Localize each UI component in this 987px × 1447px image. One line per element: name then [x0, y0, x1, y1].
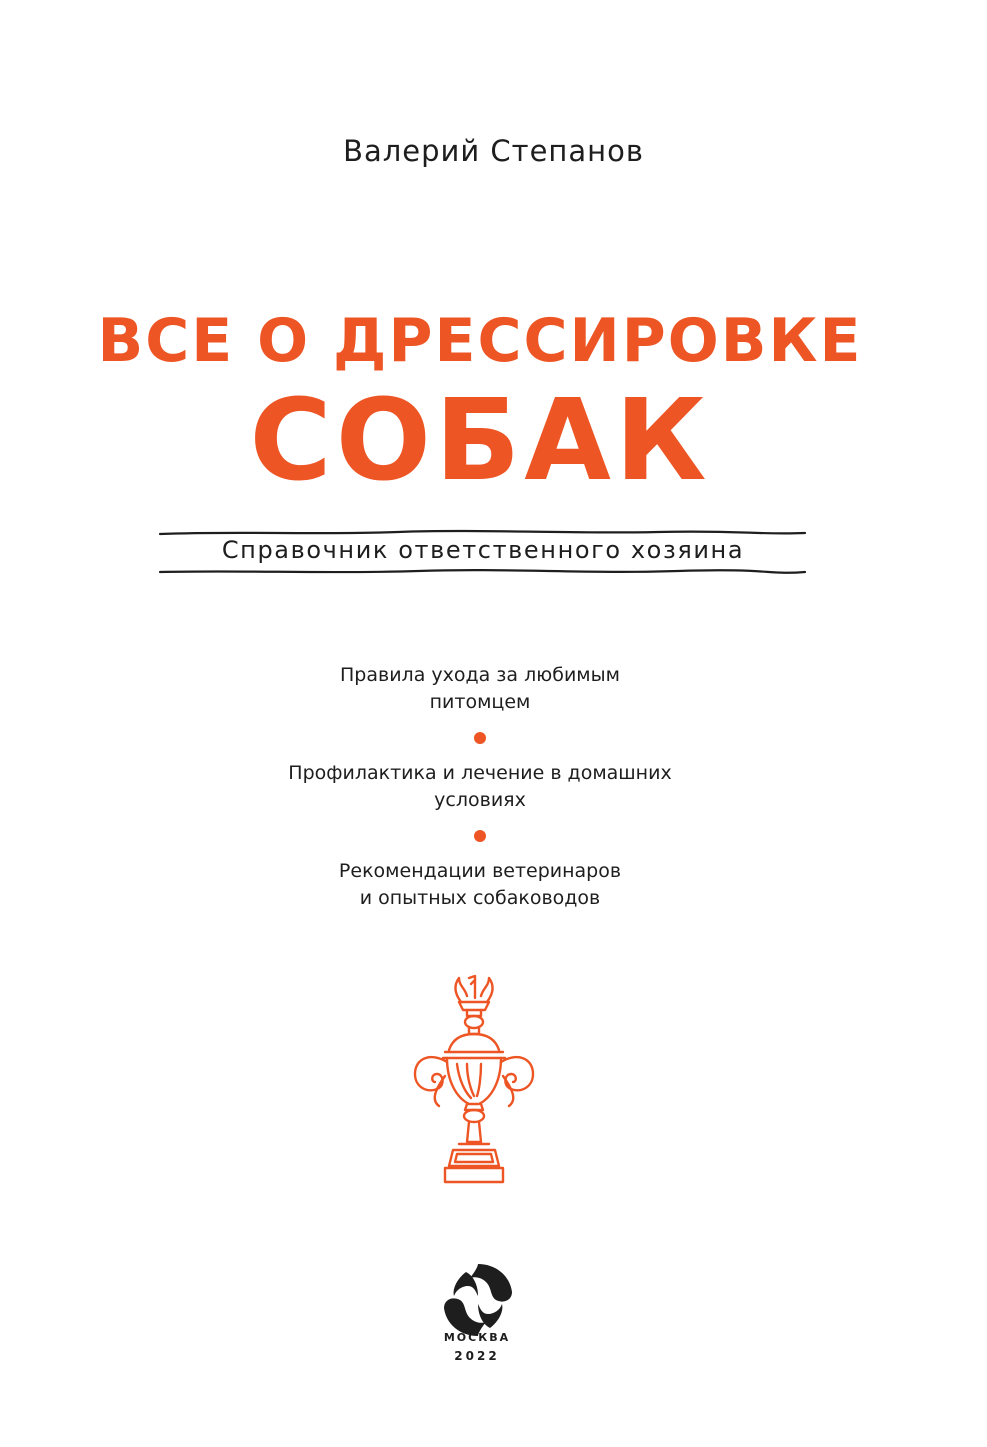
- features-list: [0, 662, 960, 912]
- trophy-icon: [409, 972, 539, 1186]
- feature-text-line: Правила ухода за любимым: [340, 664, 620, 686]
- publication-year: 2022: [454, 1349, 500, 1363]
- feature-text-line: и опытных собаководов: [359, 887, 601, 909]
- feature-text-line: Рекомендации ветеринаров: [338, 860, 622, 882]
- feature-item: [0, 662, 960, 716]
- publisher-city: МОСКВА: [443, 1331, 511, 1344]
- feature-text-line: условиях: [434, 789, 526, 811]
- book-title-line-1: ВСЕ О ДРЕССИРОВКЕ: [97, 306, 863, 376]
- eksmo-logo-icon: [438, 1260, 518, 1340]
- subtitle-block: [158, 522, 808, 580]
- feature-item: [0, 760, 960, 814]
- bullet-dot-icon: [474, 830, 486, 842]
- book-title-line-2: СОБАК: [249, 376, 711, 506]
- feature-item: [0, 858, 960, 912]
- author-name: Валерий Степанов: [343, 134, 644, 168]
- feature-text-line: Профилактика и лечение в домашних: [288, 762, 672, 784]
- bullet-dot-icon: [474, 732, 486, 744]
- book-subtitle: Справочник ответственного хозяина: [221, 536, 745, 564]
- feature-text-line: питомцем: [429, 691, 531, 713]
